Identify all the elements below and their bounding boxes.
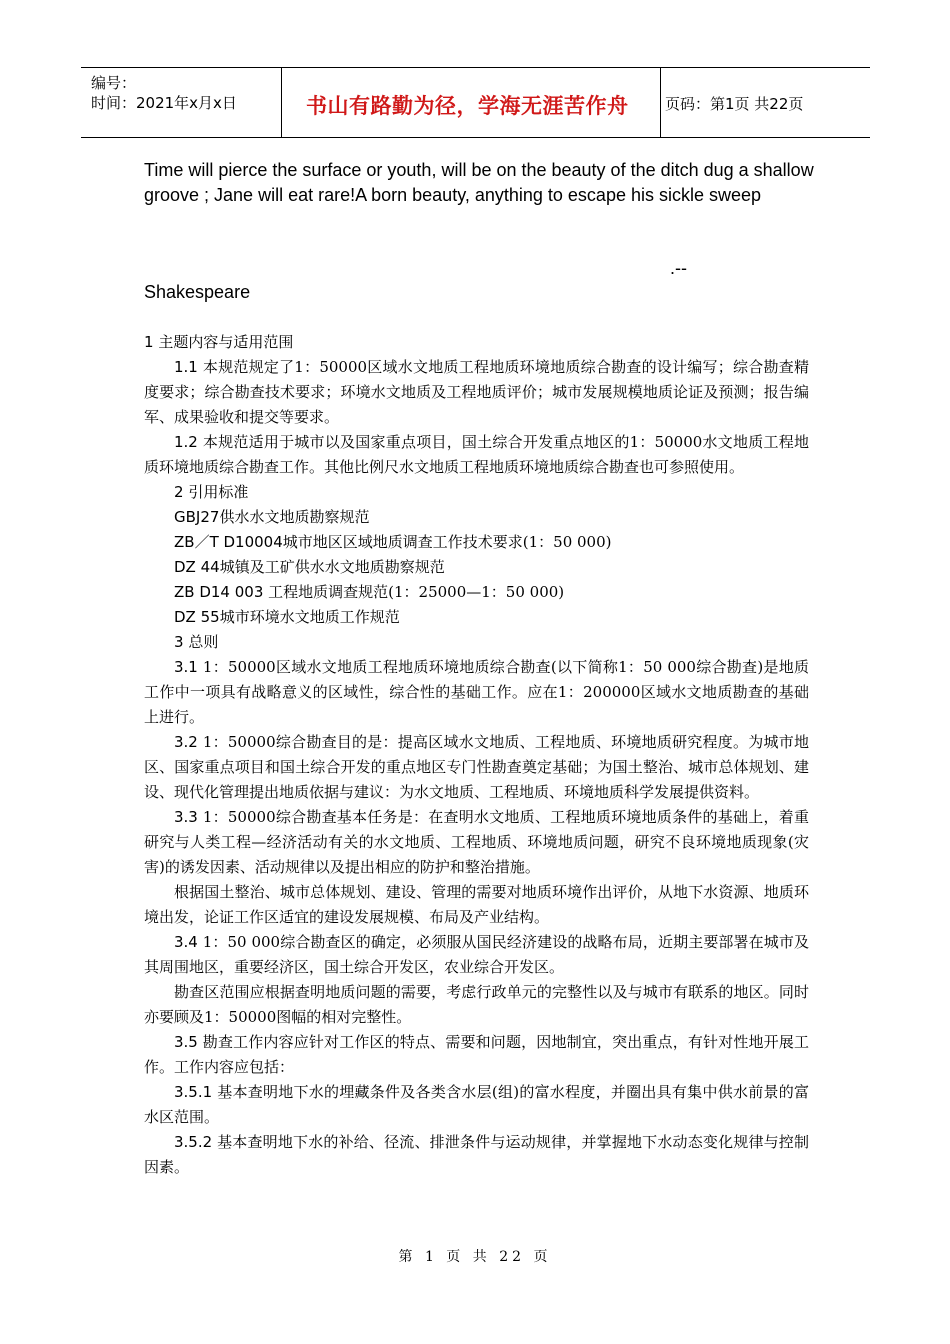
paragraph xyxy=(144,930,809,980)
paragraph xyxy=(144,880,809,930)
paragraph xyxy=(144,980,809,1030)
paragraph xyxy=(144,605,809,630)
section-number: GBJ27 xyxy=(174,508,220,526)
section-number: ZB D14 003 xyxy=(174,583,264,601)
section-number: 3.2 xyxy=(174,733,198,751)
section-number: 1.2 xyxy=(174,433,198,451)
paragraph-text: 引用标准 xyxy=(183,483,249,501)
paragraph xyxy=(144,330,809,355)
section-number: 3.1 xyxy=(174,658,198,676)
quote-text: Time will pierce the surface or youth, will be on the beauty of the ditch dug a shallow groove ; Jane will eat rare!A born beauty, anything to escape his sickle sweep xyxy=(144,160,814,205)
paragraph xyxy=(144,730,809,805)
paragraph-text: 主题内容与适用范围 xyxy=(153,333,294,351)
page-header xyxy=(81,67,870,138)
paragraph-text: 城镇及工矿供水水文地质勘察规范 xyxy=(219,558,445,576)
paragraph-text: 1：50000综合勘查基本任务是：在查明水文地质、工程地质环境地质条件的基础上，着重研究与人类工程—经济活动有关的水文地质、工程地质、环境地质问题，研究不良环境地质现象(灾害)的诱发因素、活动规律以及提出相应的防护和整治措施。 xyxy=(144,808,809,876)
paragraph-text: 城市环境水文地质工作规范 xyxy=(219,608,400,626)
document-body xyxy=(144,330,809,1180)
paragraph xyxy=(144,480,809,505)
paragraph-text: 1：50000综合勘查目的是：提高区域水文地质、工程地质、环境地质研究程度。为城市地区、国家重点项目和国土综合开发的重点地区专门性勘查奠定基础；为国土整治、城市总体规划、建设、现代化管理提出地质依据与建议：为水文地质、工程地质、环境地质科学发展提供资料。 xyxy=(144,733,809,801)
section-number: 3.5 xyxy=(174,1033,198,1051)
paragraph-text: 工程地质调查规范(1：25000—1：50 000) xyxy=(263,583,565,601)
section-number: 1 xyxy=(144,333,154,351)
page-footer: 第 1 页 共 22 页 xyxy=(398,1249,552,1265)
paragraph-text: 1：50000区域水文地质工程地质环境地质综合勘查(以下简称1：50 000综合勘查)是地质工作中一项具有战略意义的区域性，综合性的基础工作。应在1：200000区域水文地质勘查的基础上进行。 xyxy=(144,658,809,726)
paragraph xyxy=(144,505,809,530)
paragraph-text: 总则 xyxy=(183,633,219,651)
quote-author: Shakespeare xyxy=(144,282,251,302)
paragraph xyxy=(144,805,809,880)
section-number: DZ 44 xyxy=(174,558,220,576)
paragraph-text: 本规范适用于城市以及国家重点项目，国土综合开发重点地区的1：50000水文地质工程地质环境地质综合勘查工作。其他比例尺水文地质工程地质环境地质综合勘查也可参照使用。 xyxy=(144,433,809,476)
section-number: ZB／T D10004 xyxy=(174,533,283,551)
section-number: 3 xyxy=(174,633,184,651)
paragraph xyxy=(144,355,809,430)
page-info: 页码：第1页 共22页 xyxy=(665,95,804,113)
quote-dash: .-- xyxy=(670,258,687,278)
paragraph xyxy=(144,530,809,555)
paragraph-text: 本规范规定了1：50000区域水文地质工程地质环境地质综合勘查的设计编写；综合勘查精度要求；综合勘查技术要求；环境水文地质及工程地质评价；城市发展规模地质论证及预测；报告编军、成果验收和提交等要求。 xyxy=(144,358,809,426)
motto-text: 书山有路勤为径，学海无涯苦作舟 xyxy=(306,94,629,118)
paragraph xyxy=(144,580,809,605)
section-number: DZ 55 xyxy=(174,608,220,626)
paragraph-text: 基本查明地下水的补给、径流、排泄条件与运动规律，并掌握地下水动态变化规律与控制因素。 xyxy=(144,1133,809,1176)
serial-label: 编号： xyxy=(91,74,137,92)
header-info-cell xyxy=(81,68,282,137)
section-number: 1.1 xyxy=(174,358,198,376)
paragraph xyxy=(144,1130,809,1180)
section-number: 3.4 xyxy=(174,933,198,951)
section-number: 2 xyxy=(174,483,184,501)
paragraph xyxy=(144,430,809,480)
section-number: 3.5.1 xyxy=(174,1083,213,1101)
section-number: 3.5.2 xyxy=(174,1133,213,1151)
paragraph-text: 根据国土整治、城市总体规划、建设、管理的需要对地质环境作出评价，从地下水资源、地质环境出发，论证工作区适宜的建设发展规模、布局及产业结构。 xyxy=(144,883,809,926)
paragraph-text: 基本查明地下水的埋藏条件及各类含水层(组)的富水程度，并圈出具有集中供水前景的富水区范围。 xyxy=(144,1083,809,1126)
time-label: 时间：2021年x月x日 xyxy=(91,94,237,112)
paragraph-text: 勘查区范围应根据查明地质问题的需要，考虑行政单元的完整性以及与城市有联系的地区。同时亦要顾及1：50000图幅的相对完整性。 xyxy=(144,983,809,1026)
paragraph xyxy=(144,655,809,730)
paragraph-text: 1：50 000综合勘查区的确定，必须服从国民经济建设的战略布局，近期主要部署在城市及其周围地区，重要经济区，国土综合开发区，农业综合开发区。 xyxy=(144,933,809,976)
paragraph xyxy=(144,1080,809,1130)
header-page-cell xyxy=(661,68,870,137)
header-motto-cell xyxy=(282,68,661,137)
section-number: 3.3 xyxy=(174,808,198,826)
paragraph-text: 勘查工作内容应针对工作区的特点、需要和问题，因地制宜，突出重点，有针对性地开展工作。工作内容应包括： xyxy=(144,1033,809,1076)
paragraph-text: 城市地区区域地质调查工作技术要求(1：50 000) xyxy=(282,533,612,551)
paragraph xyxy=(144,555,809,580)
paragraph-text: 供水水文地质勘察规范 xyxy=(219,508,370,526)
paragraph xyxy=(144,1030,809,1080)
paragraph xyxy=(144,630,809,655)
